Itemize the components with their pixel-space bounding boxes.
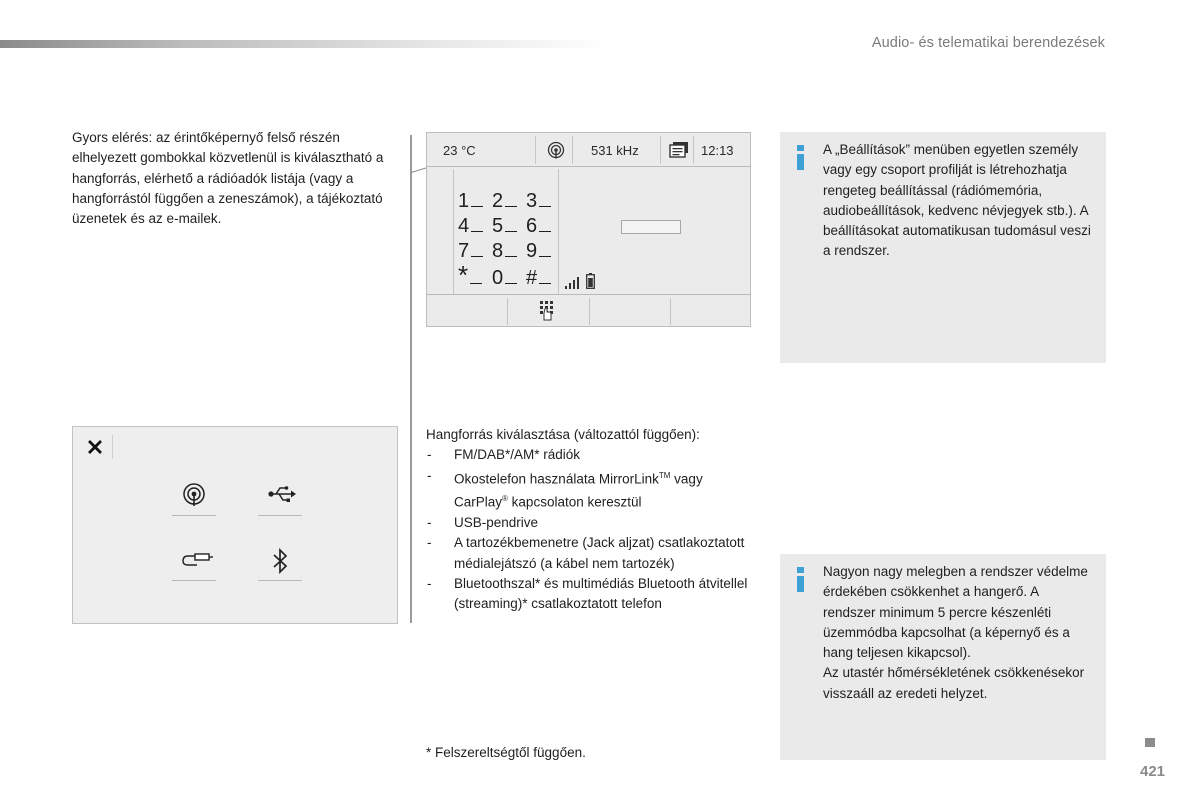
usb-source-button[interactable] [258, 480, 302, 516]
keypad-row [458, 260, 560, 290]
info-box-settings [780, 132, 1106, 363]
dial-keypad [453, 169, 559, 294]
key-button[interactable]: * [458, 265, 492, 290]
intro-paragraph: Gyors elérés: az érintőképernyő felső részén elhelyezett gombokkal közvetlenül is kiválasztható a hangforrás, elérhető a rádióadók listája (vagy a hangforrástól függően a zeneszámok), a tájékoztató üzenetek és az e-mailek. [72, 130, 384, 227]
status-separator [535, 136, 536, 164]
toolbar-separator [507, 298, 508, 325]
list-item: - FM/DAB*/AM* rádiók [426, 445, 756, 465]
info-box-heat [780, 554, 1106, 760]
jack-icon [181, 547, 213, 571]
phone-screen-illustration [426, 132, 751, 327]
list-item: - Okostelefon használata MirrorLink™ vagy CarPlay® kapcsolaton keresztül [426, 466, 756, 514]
list-item: - A tartozékbemenetre (Jack aljzat) csatlakoztatott médialejátszó (a kábel nem tartozék) [426, 533, 756, 574]
header-gradient-bar [0, 40, 610, 48]
status-bar [427, 133, 750, 167]
source-list-intro: Hangforrás kiválasztása (változattól függően): [426, 427, 700, 442]
column-divider [410, 135, 412, 623]
keypad-row [458, 240, 560, 263]
key-button[interactable]: 5 [492, 215, 526, 238]
key-button[interactable]: 1 [458, 190, 492, 213]
section-title: Audio- és telematikai berendezések [871, 35, 1105, 51]
key-button[interactable]: 7 [458, 240, 492, 263]
info-text [823, 562, 1094, 704]
radio-source-button[interactable] [172, 480, 216, 516]
info-paragraph: Nagyon nagy melegben a rendszer védelme érdekében csökkenhet a hangerő. A rendszer minimum 5 percre készenléti üzemmódba kapcsolhat (a képernyő és a hang teljesen kikapcsol). [823, 564, 1088, 661]
key-button[interactable]: # [526, 267, 560, 290]
info-text: A „Beállítások” menüben egyetlen személy vagy egy csoport profilját is létrehozhatja rengeteg beállítással (rádiómemória, audiobeállítások, kedvenc névjegyek stb.). A beállításokat automatikusan tudomásul veszi a rendszer. [823, 142, 1091, 259]
keypad-row [458, 215, 560, 238]
key-button[interactable]: 3 [526, 190, 560, 213]
bluetooth-icon [267, 547, 293, 577]
list-item: - USB-pendrive [426, 513, 756, 533]
page-number: 421 [1140, 763, 1166, 780]
temperature-readout: 23 °C [443, 143, 476, 158]
close-icon[interactable] [81, 435, 113, 459]
footnote: * Felszereltségtől függően. [426, 745, 586, 760]
key-button[interactable]: 0 [492, 267, 526, 290]
status-separator [572, 136, 573, 164]
source-list-section [426, 425, 756, 615]
key-button[interactable]: 4 [458, 215, 492, 238]
toolbar-separator [670, 298, 671, 325]
source-list [426, 445, 756, 614]
radio-icon[interactable] [547, 141, 565, 159]
signal-icon [564, 275, 580, 289]
radio-icon [181, 482, 207, 512]
usb-icon [267, 482, 297, 506]
status-separator [693, 136, 694, 164]
number-display-field[interactable] [621, 220, 681, 234]
key-button[interactable]: 2 [492, 190, 526, 213]
messages-icon[interactable] [669, 141, 689, 158]
info-paragraph: Az utastér hőmérsékletének csökkenésekor visszaáll az eredeti helyzet. [823, 665, 1085, 701]
key-button[interactable]: 6 [526, 215, 560, 238]
bottom-toolbar [427, 294, 750, 327]
status-separator [660, 136, 661, 164]
time-readout: 12:13 [701, 143, 734, 158]
source-selection-panel [72, 426, 398, 624]
keypad-row [458, 190, 560, 213]
list-item: - Bluetoothszal* és multimédiás Bluetooth átvitellel (streaming)* csatlakoztatott telefon [426, 574, 756, 615]
jack-source-button[interactable] [172, 545, 216, 581]
key-button[interactable]: 8 [492, 240, 526, 263]
toolbar-separator [589, 298, 590, 325]
page-marker [1145, 738, 1155, 747]
key-button[interactable]: 9 [526, 240, 560, 263]
frequency-readout: 531 kHz [591, 143, 639, 158]
bluetooth-source-button[interactable] [258, 545, 302, 581]
dialpad-icon[interactable] [538, 300, 556, 322]
battery-icon [586, 273, 595, 289]
